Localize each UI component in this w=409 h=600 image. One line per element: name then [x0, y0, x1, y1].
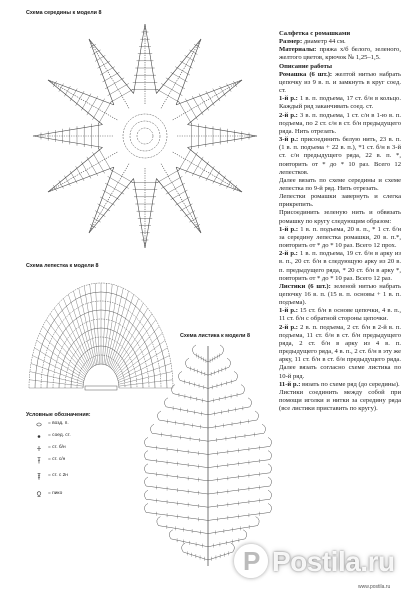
- star-ray: [176, 147, 242, 192]
- watermark-text: Postila.ru: [272, 546, 395, 577]
- star-ring: [137, 128, 153, 144]
- double-double-crochet-icon: [36, 473, 48, 480]
- stitch-row: [178, 148, 191, 171]
- star-ray: [188, 125, 257, 148]
- stitch-row: [105, 78, 124, 89]
- petal-stitch: [50, 314, 88, 371]
- slip-stitch-icon: [36, 433, 48, 440]
- stitch-row: [199, 94, 209, 111]
- row-text: 2 в. п. подъема, 2 ст. б/н в 2-й в. п. подъема, 11 ст. б/н в ст. б/н предыдущего ряда, 2 ст. б/н в арку из 4 в. п. предыдущего ряда, 4 в. п., 2 ст. б/н в эту же арку, 11 ст. б/н в ст. б/н предыдущего ряда. Далее вязать согласно схеме листика по 10-й ряд.: [279, 323, 401, 380]
- row-label: 1-й р.:: [279, 225, 299, 233]
- petal-stitch: [54, 308, 89, 370]
- petal-stitch: [90, 284, 98, 364]
- chain-stitch-icon: [36, 421, 48, 428]
- stitch-row: [98, 148, 111, 171]
- row-label: 2-й р.:: [279, 323, 298, 331]
- picot-icon: [36, 491, 48, 498]
- stitch-row: [185, 152, 197, 173]
- double-crochet-icon: [36, 457, 48, 464]
- stitch-row: [110, 89, 133, 102]
- legend-label: = пико: [48, 491, 63, 496]
- petal-stitch: [33, 356, 84, 381]
- size-value: диаметр 44 см.: [303, 38, 346, 46]
- postila-logo-icon: [234, 544, 268, 578]
- legend-label: = возд. п.: [48, 421, 69, 426]
- stitch-row: [213, 89, 220, 101]
- row-text: вязать по схеме ряд (до середины).: [302, 380, 400, 388]
- petal-stitch: [110, 298, 138, 367]
- watermark: [232, 534, 409, 594]
- daisy-text: желтой нитью набрать цепочку из 9 в. п. и замкнуть в круг соед. ст.: [279, 70, 402, 95]
- stitch-row: [70, 171, 77, 183]
- stitch-row: [87, 157, 98, 176]
- stitch-row: [110, 169, 133, 182]
- legend-row: [26, 454, 116, 470]
- row-label: 2-й р.:: [279, 250, 298, 258]
- stitch-row: [175, 67, 190, 75]
- stitch-row: [81, 162, 91, 179]
- single-crochet-icon: [36, 445, 48, 452]
- stitch-row: [100, 197, 115, 205]
- petal-stitch: [79, 288, 96, 365]
- stitch-row: [105, 183, 124, 194]
- row-label: 3-й р.:: [279, 136, 299, 144]
- stitch-row: [161, 176, 182, 188]
- stitch-row: [92, 152, 104, 173]
- star-ray: [134, 24, 157, 93]
- legend-label: = ст. с/н: [48, 457, 66, 462]
- stitch-row: [103, 190, 120, 200]
- stitch-row: [76, 166, 84, 181]
- petal-stitch: [63, 298, 91, 367]
- description-heading: Описание работы: [279, 62, 332, 70]
- center-note: Далее вязать по схеме середины и схеме лепестка по 9-й ряд. Нить отрезать.: [279, 176, 401, 192]
- stitch-row: [185, 99, 197, 120]
- star-ray: [176, 80, 242, 125]
- stitch-row: [103, 72, 120, 82]
- instructions-text: [279, 30, 401, 413]
- petal-diagram-caption: Схема лепестка к модели 8: [26, 263, 99, 269]
- stitch-row: [213, 171, 220, 183]
- finish-note: Листики соединить между собой при помощи иголки и нитки за середину ряда (все листики приставить по кругу).: [279, 388, 401, 413]
- row-label: 1-й р.:: [279, 95, 298, 103]
- legend-label: = соед. ст.: [48, 433, 71, 438]
- petal-stitch: [95, 283, 99, 364]
- star-ray: [156, 167, 201, 233]
- legend-title: Условные обозначения:: [26, 412, 91, 418]
- stitch-row: [92, 99, 104, 120]
- star-ring: [123, 114, 167, 158]
- stitch-row: [175, 197, 190, 205]
- stitch-row: [70, 89, 77, 101]
- materials-label: Материалы:: [279, 46, 317, 54]
- petals-note: Лепестки ромашки завернуть и слегка прикрепить.: [279, 193, 401, 209]
- center-star-diagram: [30, 18, 260, 258]
- star-ring: [130, 121, 160, 151]
- center-diagram-caption: Схема середины к модели 8: [26, 10, 102, 16]
- petal-stitch: [102, 283, 106, 364]
- legend: [26, 412, 116, 500]
- legend-row: [26, 488, 116, 500]
- stitch-row: [87, 96, 98, 115]
- row-label: 1-й р.:: [279, 307, 298, 315]
- row-label: 2-й р.:: [279, 111, 298, 119]
- legend-label: = ст. с 2н: [48, 473, 68, 478]
- daisy-label: Ромашка (6 шт.):: [279, 70, 333, 78]
- star-ray: [33, 125, 102, 148]
- leaves-text: зеленой нитью набрать цепочку 16 в. п. (15 в. п. основы + 1 в. п. подъема).: [279, 282, 401, 307]
- materials-value: пряжа х/б белого, зеленого, желтого цветов, крючок № 1,25–1,5.: [279, 46, 401, 62]
- stitch-row: [98, 61, 110, 68]
- star-ray: [89, 39, 134, 105]
- row-text: 1 в. п. подъема, 20 в. п., * 1 ст. б/н за середину лепестка ромашки, 20 в. п.*, повторить от * до * 10 раз. Всего 12 прох.: [279, 225, 402, 250]
- stitch-row: [180, 61, 192, 68]
- row-text: 1 в. п. подъема, 17 ст. б/н в кольцо. Каждый ряд заканчивать соед. ст.: [279, 95, 402, 111]
- star-ray: [48, 147, 114, 192]
- size-label: Размер:: [279, 38, 303, 46]
- stitch-row: [206, 166, 214, 181]
- legend-label: = ст. б/н: [48, 445, 66, 450]
- stitch-row: [199, 162, 209, 179]
- petal-stitch: [107, 288, 124, 365]
- stitch-row: [166, 78, 185, 89]
- row-label: 11-й р.:: [279, 380, 301, 388]
- petal-stitch: [104, 284, 112, 364]
- stitch-row: [161, 83, 182, 95]
- watermark-url: www.postila.ru: [358, 584, 391, 590]
- stitch-row: [76, 91, 84, 106]
- star-ray: [134, 179, 157, 248]
- legend-row: [26, 430, 116, 442]
- stitch-row: [180, 204, 192, 211]
- legend-row: [26, 442, 116, 454]
- star-ray: [48, 80, 114, 125]
- petal-stitch: [29, 380, 83, 386]
- legend-row: [26, 470, 116, 488]
- stitch-row: [192, 157, 203, 176]
- star-ray: [156, 39, 201, 105]
- petal-arc: [83, 364, 119, 388]
- row-text: 3 в. п. подъема, 1 ст. с/н в 1-ю в. п. подъема, по 2 ст. с/н в ст. б/н предыдущего ряда. Нить отрезать.: [279, 111, 402, 135]
- petal-stitch: [43, 326, 87, 374]
- stitch-row: [98, 101, 111, 124]
- petal-base: [85, 386, 117, 390]
- stitch-row: [157, 89, 180, 102]
- stitch-row: [171, 190, 188, 200]
- doc-title: Салфетка с ромашками: [279, 30, 351, 37]
- stitch-row: [108, 176, 129, 188]
- stitch-row: [178, 101, 191, 124]
- stitch-row: [206, 91, 214, 106]
- row-text: 15 ст. б/н в основе цепочки, 4 в. п., 11 ст. б/н с обратной стороны цепочки.: [279, 307, 402, 323]
- green-note: Присоединить зеленую нить и обвязать ромашку по кругу следующим образом:: [279, 209, 401, 225]
- stitch-row: [157, 169, 180, 182]
- petal-stitch: [30, 372, 83, 385]
- stitch-row: [171, 72, 188, 82]
- stitch-row: [81, 94, 91, 111]
- stitch-row: [98, 204, 110, 211]
- leaves-label: Листики (6 шт.):: [279, 282, 331, 290]
- row-text: 1 в. п. подъема, 19 ст. б/н в арку из в. п., 20 ст. б/н в следующую арку из 20 в. п. предыдущего ряда, * 20 ст. б/н в арку *, повторить от * до * 10 раз. Всего 12 раз.: [279, 250, 401, 282]
- stitch-row: [108, 83, 129, 95]
- stitch-row: [100, 67, 115, 75]
- leaf-diagram-caption: Схема листика к модели 8: [180, 333, 250, 339]
- row-text: присоединить белую нить, 23 в. п. (1 в. п. подъема + 22 в. п.), *1 ст. б/н в 3-й ст. с/н предыдущего ряда, 22 в. п. *, повторить от * до * 10 раз. Всего 12 лепестков.: [279, 136, 402, 176]
- stitch-row: [192, 96, 203, 115]
- star-ray: [89, 167, 134, 233]
- stitch-row: [166, 183, 185, 194]
- legend-row: [26, 418, 116, 430]
